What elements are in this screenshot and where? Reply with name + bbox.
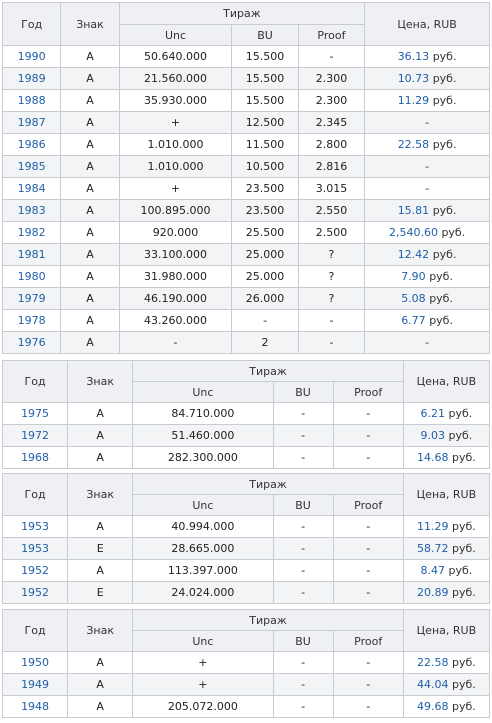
year-link[interactable]: 1983 — [17, 204, 46, 217]
unc-cell: 1.010.000 — [119, 134, 232, 156]
year-cell[interactable] — [3, 403, 68, 425]
unc-cell: 282.300.000 — [133, 447, 273, 469]
bu-cell: 15.500 — [232, 46, 298, 68]
price-link[interactable]: 58.72 — [417, 542, 449, 555]
table-row — [3, 516, 490, 538]
unc-cell: 24.024.000 — [133, 582, 273, 604]
column-header-unc: Unc — [133, 631, 273, 652]
year-link[interactable]: 1988 — [17, 94, 46, 107]
unc-cell: 1.010.000 — [119, 156, 232, 178]
proof-cell: - — [298, 310, 364, 332]
proof-cell: 2.816 — [298, 156, 364, 178]
price-cell[interactable] — [365, 90, 490, 112]
proof-cell: - — [333, 674, 403, 696]
unc-cell: + — [119, 178, 232, 200]
price-link[interactable]: 22.58 — [397, 138, 430, 151]
table-row — [3, 178, 490, 200]
column-header-price: Цена, RUB — [403, 474, 489, 516]
year-link[interactable]: 1985 — [17, 160, 46, 173]
proof-cell: ? — [298, 266, 364, 288]
price-none: - — [425, 182, 430, 195]
price-link[interactable]: 6.77 — [401, 314, 426, 327]
year-cell[interactable] — [3, 178, 61, 200]
price-link[interactable]: 2,540.60 — [388, 226, 438, 239]
proof-cell: - — [333, 425, 403, 447]
sign-cell: A — [61, 156, 119, 178]
year-link[interactable]: 1979 — [17, 292, 46, 305]
bu-cell: - — [273, 425, 333, 447]
column-header-unc: Unc — [133, 382, 273, 403]
bu-cell: - — [273, 674, 333, 696]
sign-cell: E — [68, 582, 133, 604]
proof-cell: - — [333, 447, 403, 469]
year-cell[interactable] — [3, 447, 68, 469]
table-row — [3, 560, 490, 582]
proof-cell: 2.300 — [298, 90, 364, 112]
table-row — [3, 200, 490, 222]
proof-cell: 2.300 — [298, 68, 364, 90]
price-none: - — [425, 116, 430, 129]
year-link[interactable]: 1968 — [21, 451, 50, 464]
sign-cell: A — [61, 68, 119, 90]
proof-cell: 2.800 — [298, 134, 364, 156]
price-cell[interactable] — [403, 447, 489, 469]
table-row — [3, 425, 490, 447]
unc-cell: 21.560.000 — [119, 68, 232, 90]
column-header-year: Год — [3, 361, 68, 403]
sign-cell: A — [68, 403, 133, 425]
price-currency: руб. — [452, 520, 476, 533]
price-cell[interactable] — [365, 68, 490, 90]
price-cell[interactable] — [365, 288, 490, 310]
unc-cell: 100.895.000 — [119, 200, 232, 222]
price-link[interactable]: 12.42 — [397, 248, 430, 261]
unc-cell: 84.710.000 — [133, 403, 273, 425]
table-row — [3, 90, 490, 112]
year-cell[interactable] — [3, 538, 68, 560]
price-cell[interactable] — [403, 425, 489, 447]
proof-cell: 3.015 — [298, 178, 364, 200]
bu-cell: - — [273, 560, 333, 582]
year-cell[interactable] — [3, 266, 61, 288]
year-link[interactable]: 1981 — [17, 248, 46, 261]
column-header-unc: Unc — [119, 25, 232, 46]
price-currency: руб. — [452, 542, 476, 555]
price-link[interactable]: 6.21 — [420, 407, 445, 420]
table-row — [3, 288, 490, 310]
column-header-bu: BU — [273, 382, 333, 403]
column-header-price: Цена, RUB — [403, 610, 489, 652]
column-header-proof: Proof — [298, 25, 364, 46]
unc-cell: + — [119, 112, 232, 134]
price-cell — [365, 156, 490, 178]
table-row — [3, 68, 490, 90]
year-link[interactable]: 1976 — [17, 336, 46, 349]
table-row — [3, 310, 490, 332]
price-link[interactable]: 22.58 — [417, 656, 449, 669]
mint-table — [2, 473, 490, 604]
table-row — [3, 46, 490, 68]
year-cell[interactable] — [3, 696, 68, 718]
price-cell[interactable] — [365, 200, 490, 222]
unc-cell: 50.640.000 — [119, 46, 232, 68]
price-currency: руб. — [441, 226, 466, 239]
year-cell[interactable] — [3, 68, 61, 90]
price-cell[interactable] — [403, 652, 489, 674]
bu-cell: 23.500 — [232, 200, 298, 222]
bu-cell: - — [273, 582, 333, 604]
price-link[interactable]: 20.89 — [417, 586, 449, 599]
unc-cell: + — [133, 674, 273, 696]
year-cell[interactable] — [3, 425, 68, 447]
year-link[interactable]: 1989 — [17, 72, 46, 85]
bu-cell: 25.000 — [232, 266, 298, 288]
price-cell[interactable] — [403, 403, 489, 425]
price-currency: руб. — [452, 700, 476, 713]
sign-cell: A — [68, 516, 133, 538]
sign-cell: A — [61, 134, 119, 156]
sign-cell: A — [61, 310, 119, 332]
year-link[interactable]: 1948 — [21, 700, 50, 713]
year-link[interactable]: 1986 — [17, 138, 46, 151]
sign-cell: E — [68, 538, 133, 560]
unc-cell: 205.072.000 — [133, 696, 273, 718]
column-header-year: Год — [3, 474, 68, 516]
column-header-mintage: Тираж — [133, 610, 404, 631]
column-header-year: Год — [3, 610, 68, 652]
price-currency: руб. — [448, 407, 473, 420]
price-link[interactable]: 36.13 — [397, 50, 430, 63]
price-cell — [365, 332, 490, 354]
unc-cell: 113.397.000 — [133, 560, 273, 582]
bu-cell: - — [273, 652, 333, 674]
price-currency: руб. — [448, 429, 473, 442]
price-cell[interactable] — [403, 696, 489, 718]
mint-table — [2, 360, 490, 469]
price-currency: руб. — [452, 656, 476, 669]
column-header-bu: BU — [232, 25, 298, 46]
price-cell[interactable] — [403, 582, 489, 604]
bu-cell: 15.500 — [232, 68, 298, 90]
sign-cell: A — [61, 266, 119, 288]
sign-cell: A — [68, 696, 133, 718]
sign-cell: A — [61, 222, 119, 244]
price-currency: руб. — [432, 204, 457, 217]
year-link[interactable]: 1987 — [17, 116, 46, 129]
price-link[interactable]: 8.47 — [420, 564, 445, 577]
sign-cell: A — [61, 244, 119, 266]
year-cell[interactable] — [3, 332, 61, 354]
proof-cell: 2.550 — [298, 200, 364, 222]
bu-cell: - — [232, 310, 298, 332]
year-cell[interactable] — [3, 560, 68, 582]
price-cell[interactable] — [403, 560, 489, 582]
table-row — [3, 403, 490, 425]
column-header-bu: BU — [273, 631, 333, 652]
year-cell[interactable] — [3, 46, 61, 68]
unc-cell: 40.994.000 — [133, 516, 273, 538]
year-cell[interactable] — [3, 156, 61, 178]
unc-cell: - — [119, 332, 232, 354]
column-header-mintage: Тираж — [133, 361, 404, 382]
table-row — [3, 538, 490, 560]
column-header-mintage: Тираж — [119, 3, 364, 25]
year-cell[interactable] — [3, 288, 61, 310]
column-header-proof: Proof — [333, 495, 403, 516]
bu-cell: 25.500 — [232, 222, 298, 244]
year-link[interactable]: 1952 — [21, 586, 50, 599]
price-link[interactable]: 15.81 — [397, 204, 430, 217]
price-link[interactable]: 44.04 — [417, 678, 449, 691]
price-cell[interactable] — [365, 244, 490, 266]
year-link[interactable]: 1990 — [17, 50, 46, 63]
sign-cell: A — [61, 332, 119, 354]
price-cell[interactable] — [365, 134, 490, 156]
table-row — [3, 332, 490, 354]
sign-cell: A — [61, 288, 119, 310]
price-none: - — [425, 160, 430, 173]
price-cell[interactable] — [403, 516, 489, 538]
mint-table — [2, 2, 490, 354]
proof-cell: - — [333, 652, 403, 674]
year-link[interactable]: 1982 — [17, 226, 46, 239]
column-header-price: Цена, RUB — [403, 361, 489, 403]
price-currency: руб. — [432, 72, 457, 85]
bu-cell: 26.000 — [232, 288, 298, 310]
year-cell[interactable] — [3, 222, 61, 244]
proof-cell: - — [298, 332, 364, 354]
table-row — [3, 652, 490, 674]
year-link[interactable]: 1953 — [21, 542, 50, 555]
price-cell[interactable] — [365, 222, 490, 244]
price-link[interactable]: 5.08 — [401, 292, 426, 305]
unc-cell: 920.000 — [119, 222, 232, 244]
price-currency: руб. — [429, 292, 453, 305]
sign-cell: A — [61, 178, 119, 200]
bu-cell: 10.500 — [232, 156, 298, 178]
price-currency: руб. — [432, 50, 457, 63]
unc-cell: 43.260.000 — [119, 310, 232, 332]
price-link[interactable]: 49.68 — [417, 700, 449, 713]
year-cell[interactable] — [3, 674, 68, 696]
price-none: - — [425, 336, 430, 349]
bu-cell: 11.500 — [232, 134, 298, 156]
proof-cell: 2.500 — [298, 222, 364, 244]
bu-cell: 23.500 — [232, 178, 298, 200]
sign-cell: A — [68, 447, 133, 469]
table-row — [3, 582, 490, 604]
year-cell[interactable] — [3, 516, 68, 538]
sign-cell: A — [68, 652, 133, 674]
price-cell — [365, 178, 490, 200]
price-currency: руб. — [429, 314, 453, 327]
year-link[interactable]: 1953 — [21, 520, 50, 533]
sign-cell: A — [68, 674, 133, 696]
table-row — [3, 696, 490, 718]
year-cell[interactable] — [3, 90, 61, 112]
sign-cell: A — [68, 560, 133, 582]
price-link[interactable]: 9.03 — [420, 429, 445, 442]
year-cell[interactable] — [3, 244, 61, 266]
year-cell[interactable] — [3, 134, 61, 156]
bu-cell: - — [273, 403, 333, 425]
unc-cell: 51.460.000 — [133, 425, 273, 447]
year-link[interactable]: 1952 — [21, 564, 50, 577]
year-link[interactable]: 1950 — [21, 656, 50, 669]
price-link[interactable]: 10.73 — [397, 72, 430, 85]
price-currency: руб. — [432, 94, 457, 107]
year-cell[interactable] — [3, 310, 61, 332]
year-cell[interactable] — [3, 652, 68, 674]
proof-cell: ? — [298, 244, 364, 266]
price-currency: руб. — [452, 586, 476, 599]
year-link[interactable]: 1975 — [21, 407, 50, 420]
proof-cell: ? — [298, 288, 364, 310]
column-header-sign: Знак — [61, 3, 119, 46]
column-header-bu: BU — [273, 495, 333, 516]
price-currency: руб. — [429, 270, 453, 283]
proof-cell: - — [298, 46, 364, 68]
proof-cell: - — [333, 516, 403, 538]
table-row — [3, 112, 490, 134]
price-cell[interactable] — [365, 46, 490, 68]
table-row — [3, 266, 490, 288]
column-header-sign: Знак — [68, 474, 133, 516]
price-cell[interactable] — [403, 674, 489, 696]
proof-cell: - — [333, 538, 403, 560]
unc-cell: 46.190.000 — [119, 288, 232, 310]
unc-cell: 28.665.000 — [133, 538, 273, 560]
price-link[interactable]: 11.29 — [417, 520, 449, 533]
bu-cell: 12.500 — [232, 112, 298, 134]
sign-cell: A — [61, 90, 119, 112]
sign-cell: A — [61, 112, 119, 134]
mint-table — [2, 609, 490, 718]
unc-cell: 31.980.000 — [119, 266, 232, 288]
bu-cell: - — [273, 538, 333, 560]
table-row — [3, 674, 490, 696]
proof-cell: - — [333, 696, 403, 718]
column-header-price: Цена, RUB — [365, 3, 490, 46]
table-row — [3, 222, 490, 244]
bu-cell: 25.000 — [232, 244, 298, 266]
proof-cell: - — [333, 403, 403, 425]
year-link[interactable]: 1949 — [21, 678, 50, 691]
column-header-proof: Proof — [333, 631, 403, 652]
year-link[interactable]: 1978 — [17, 314, 46, 327]
price-cell — [365, 112, 490, 134]
column-header-proof: Proof — [333, 382, 403, 403]
sign-cell: A — [68, 425, 133, 447]
year-link[interactable]: 1980 — [17, 270, 46, 283]
price-currency: руб. — [452, 678, 476, 691]
sign-cell: A — [61, 46, 119, 68]
price-cell[interactable] — [403, 538, 489, 560]
proof-cell: 2.345 — [298, 112, 364, 134]
year-link[interactable]: 1972 — [21, 429, 50, 442]
sign-cell: A — [61, 200, 119, 222]
bu-cell: - — [273, 696, 333, 718]
price-link[interactable]: 14.68 — [417, 451, 449, 464]
column-header-sign: Знак — [68, 610, 133, 652]
proof-cell: - — [333, 582, 403, 604]
price-currency: руб. — [432, 248, 457, 261]
price-cell[interactable] — [365, 266, 490, 288]
bu-cell: - — [273, 516, 333, 538]
price-cell[interactable] — [365, 310, 490, 332]
year-cell[interactable] — [3, 112, 61, 134]
column-header-mintage: Тираж — [133, 474, 404, 495]
table-row — [3, 134, 490, 156]
unc-cell: + — [133, 652, 273, 674]
table-row — [3, 447, 490, 469]
price-link[interactable]: 11.29 — [397, 94, 430, 107]
bu-cell: - — [273, 447, 333, 469]
unc-cell: 35.930.000 — [119, 90, 232, 112]
bu-cell: 2 — [232, 332, 298, 354]
price-currency: руб. — [432, 138, 457, 151]
price-currency: руб. — [452, 451, 476, 464]
unc-cell: 33.100.000 — [119, 244, 232, 266]
price-currency: руб. — [448, 564, 473, 577]
proof-cell: - — [333, 560, 403, 582]
table-row — [3, 244, 490, 266]
column-header-sign: Знак — [68, 361, 133, 403]
column-header-unc: Unc — [133, 495, 273, 516]
year-cell[interactable] — [3, 200, 61, 222]
bu-cell: 15.500 — [232, 90, 298, 112]
table-row — [3, 156, 490, 178]
price-link[interactable]: 7.90 — [401, 270, 426, 283]
year-link[interactable]: 1984 — [17, 182, 46, 195]
column-header-year: Год — [3, 3, 61, 46]
year-cell[interactable] — [3, 582, 68, 604]
